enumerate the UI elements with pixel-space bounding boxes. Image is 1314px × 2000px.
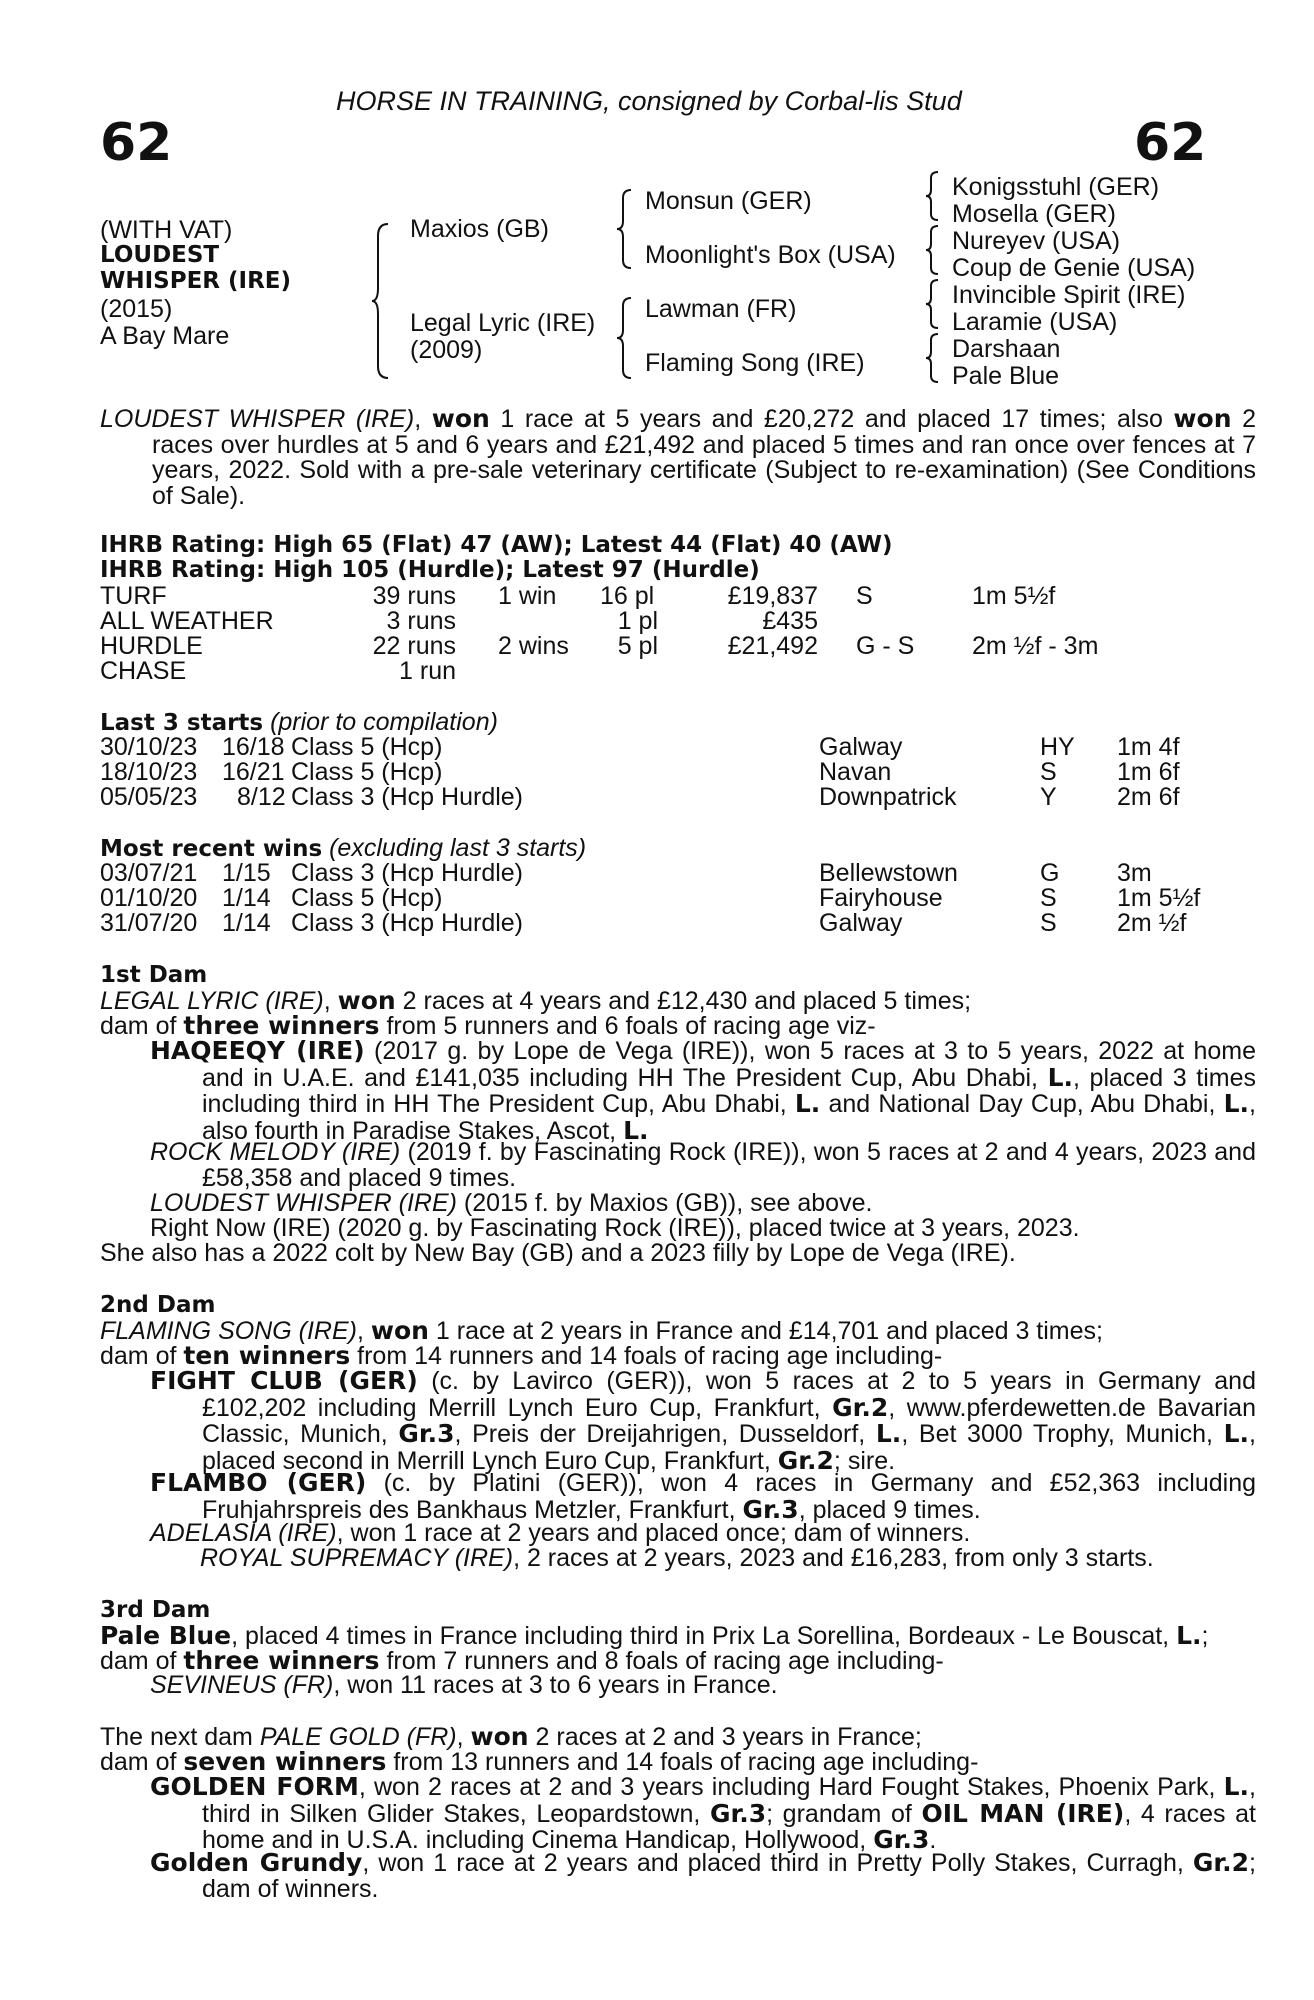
pedigree-brace-ds bbox=[924, 278, 942, 330]
dam4-line1: The next dam PALE GOLD (FR), won 2 races at 2 and 3 years in France; bbox=[100, 1722, 922, 1751]
pedigree-ssd: Mosella (GER) bbox=[952, 200, 1116, 228]
dam1-note: She also has a 2022 colt by New Bay (GB) and a 2023 filly by Lope de Vega (IRE). bbox=[100, 1239, 1016, 1267]
pedigree-sds: Nureyev (USA) bbox=[952, 227, 1121, 255]
pedigree-ds: Lawman (FR) bbox=[645, 295, 797, 323]
pedigree-dd: Flaming Song (IRE) bbox=[645, 349, 865, 377]
dam1-entry-right-now: Right Now (IRE) (2020 g. by Fascinating Rock (IRE)), placed twice at 3 years, 2023. bbox=[150, 1214, 1080, 1242]
horse-name-line2: WHISPER (IRE) bbox=[100, 268, 292, 294]
rating-hurdle: IHRB Rating: High 105 (Hurdle); Latest 97 (Hurdle) bbox=[100, 557, 760, 583]
pedigree-dsd: Laramie (USA) bbox=[952, 308, 1118, 336]
dam4-entry-golden-form: GOLDEN FORM, won 2 races at 2 and 3 years including Hard Fought Stakes, Phoenix Park, L., third in Silken Glider Stakes, Leopardstown, Gr.3; grandam of OIL MAN (IRE), 4 races at home and in U.S.A. including Cinema Handicap, Hollywood, Gr.3. bbox=[150, 1772, 1256, 1854]
lot-number-right: 62 bbox=[1134, 113, 1207, 173]
dam1-entry-loudest-whisper: LOUDEST WHISPER (IRE) (2015 f. by Maxios (GB)), see above. bbox=[150, 1189, 873, 1217]
pedigree-dam-year: (2009) bbox=[410, 336, 483, 364]
rating-flat: IHRB Rating: High 65 (Flat) 47 (AW); Latest 44 (Flat) 40 (AW) bbox=[100, 532, 893, 558]
pedigree-dds: Darshaan bbox=[952, 335, 1061, 363]
dam4-entry-golden-grundy: Golden Grundy, won 1 race at 2 years and placed third in Pretty Polly Stakes, Curragh, Gr.2; dam of winners. bbox=[150, 1848, 1256, 1903]
pedigree-sire: Maxios (GB) bbox=[410, 215, 549, 243]
pedigree-brace-main bbox=[370, 222, 392, 380]
dam1-line1: LEGAL LYRIC (IRE), won 2 races at 4 years and £12,430 and placed 5 times; bbox=[100, 986, 972, 1015]
wins-heading: Most recent wins (excluding last 3 starts) bbox=[100, 834, 587, 862]
catalogue-page: HORSE IN TRAINING, consigned by Corbal-lis Stud 62 62 (WITH VAT) LOUDEST WHISPER (IRE) (2015) A Bay Mare Maxios (GB) Legal Lyric (IRE) (2009) Monsun (GER) Moonlight's Box (USA) Lawman (FR) Flaming Song (IRE) Konigsstuhl (GER) Mosella (GER) Nureyev (USA) Coup de Genie (USA) Invincible Spirit (IRE) Laramie (USA) Darshaan Pale Blue LOUDEST WHISPER (IRE), won 1 race at 5 years and £20,272 and placed 17 times; also won 2 races over hurdles at 5 and 6 years and £21,492 and placed 5 times and ran once over fences at 7 years, 2022. Sold with a pre-sale veterinary certificate (Subject to re-examination) (See Conditions of Sale). IHRB Rating: High 65 (Flat) 47 (AW); Latest 44 (Flat) 40 (AW) IHRB Rating: High 105 (Hurdle); Latest 97 (Hurdle) TURF 39 runs 1 win 16 pl £19,837 S 1m 5½f ALL WEATHER 3 runs 1 pl £435 HURDLE 22 runs 2 wins 5 pl £21,492 G - S 2m ½f - 3m CHASE 1 run Last 3 starts (prior to compilation) 30/10/23 16/18 Class 5 (Hcp) Galway HY 1m 4f 18/10/23 16/21 Class 5 (Hcp) Navan S 1m 6f 05/05/23 8/12 Class 3 (Hcp Hurdle) Downpatrick Y 2m 6f Most recent wins (excluding last 3 starts) 03/07/21 1/15 Class 3 (Hcp Hurdle) Bellewstown G 3m 01/10/20 1/14 Class 5 (Hcp) Fairyhouse S 1m 5½f 31/07/20 1/14 Class 3 (Hcp Hurdle) Galway S 2m ½f 1st Dam LEGAL LYRIC (IRE), won 2 races at 4 years and £12,430 and placed 5 times; dam of three winners from 5 runners and 6 foals of racing age viz- HAQEEQY (IRE) (2017 g. by Lope de Vega (IRE)), won 5 races at 3 to 5 years, 2022 at home and in U.A.E. and £141,035 including HH The President Cup, Abu Dhabi, L., placed 3 times including third in HH The President Cup, Abu Dhabi, L. and National Day Cup, Abu Dhabi, L., also fourth in Paradise Stakes, Ascot, L. ROCK MELODY (IRE) (2019 f. by Fascinating Rock (IRE)), won 5 races at 2 and 4 years, 2023 and £58,358 and placed 9 times. LOUDEST WHISPER (IRE) (2015 f. by Maxios (GB)), see above. Right Now (IRE) (2020 g. by Fascinating Rock (IRE)), placed twice at 3 years, 2023. She also has a 2022 colt by New Bay (GB) and a 2023 filly by Lope de Vega (IRE). 2nd Dam FLAMING SONG (IRE), won 1 race at 2 years in France and £14,701 and placed 3 times; dam of ten winners from 14 runners and 14 foals of racing age including- FIGHT CLUB (GER) (c. by Lavirco (GER)), won 5 races at 2 to 5 years in Germany and £102,202 including Merrill Lynch Euro Cup, Frankfurt, Gr.2, www.pferdewetten.de Bavarian Classic, Munich, Gr.3, Preis der Dreijahrigen, Dusseldorf, L., Bet 3000 Trophy, Munich, L., placed second in Merrill Lynch Euro Cup, Frankfurt, Gr.2; sire. FLAMBO (GER) (c. by Platini (GER)), won 4 races in Germany and £52,363 including Fruhjahrspreis des Bankhaus Metzler, Frankfurt, Gr.3, placed 9 times. ADELASIA (IRE), won 1 race at 2 years and placed once; dam of winners. ROYAL SUPREMACY (IRE), 2 races at 2 years, 2023 and £16,283, from only 3 starts. 3rd Dam Pale Blue, placed 4 times in France including third in Prix La Sorellina, Bordeaux - Le Bouscat, L.; dam of three winners from 7 runners and 8 foals of racing age including- SEVINEUS (FR), won 11 races at 3 to 6 years in France. The next dam PALE GOLD (FR), won 2 races at 2 and 3 years in France; dam of seven winners from 13 runners and 14 foals of racing age including- GOLDEN FORM, won 2 races at 2 and 3 years including Hard Fought Stakes, Phoenix Park, L., third in Silken Glider Stakes, Leopardstown, Gr.3; grandam of OIL MAN (IRE), 4 races at home and in U.S.A. including Cinema Handicap, Hollywood, Gr.3. Golden Grundy, won 1 race at 2 years and placed third in Pretty Polly Stakes, Curragh, Gr.2; dam of winners. bbox=[100, 86, 1257, 1903]
lot-number-left: 62 bbox=[100, 113, 173, 173]
pedigree-dam: Legal Lyric (IRE) bbox=[410, 309, 596, 337]
horse-year: (2015) bbox=[100, 295, 173, 323]
dam4-line2: dam of seven winners from 13 runners and 14 foals of racing age including- bbox=[100, 1747, 979, 1776]
dam2-line2: dam of ten winners from 14 runners and 14 foals of racing age including- bbox=[100, 1341, 943, 1370]
dam3-entry-sevineus: SEVINEUS (FR), won 11 races at 3 to 6 years in France. bbox=[150, 1671, 778, 1699]
dam1-heading: 1st Dam bbox=[100, 962, 208, 988]
vat-label: (WITH VAT) bbox=[100, 216, 233, 244]
pedigree-brace-ss bbox=[924, 170, 942, 222]
dam3-line2: dam of three winners from 7 runners and 8 foals of racing age including- bbox=[100, 1646, 944, 1675]
pedigree-dss: Invincible Spirit (IRE) bbox=[952, 281, 1186, 309]
pedigree-sdd: Coup de Genie (USA) bbox=[952, 254, 1196, 282]
dam1-entry-haqeeqy: HAQEEQY (IRE) (2017 g. by Lope de Vega (IRE)), won 5 races at 3 to 5 years, 2022 at home and in U.A.E. and £141,035 including HH The President Cup, Abu Dhabi, L., placed 3 times including third in HH The President Cup, Abu Dhabi, L. and National Day Cup, Abu Dhabi, L., also fourth in Paradise Stakes, Ascot, L. bbox=[150, 1036, 1257, 1145]
pedigree-brace-sd bbox=[924, 224, 942, 276]
horse-description: A Bay Mare bbox=[100, 322, 230, 350]
pedigree-brace-dd bbox=[924, 332, 942, 384]
dam2-heading: 2nd Dam bbox=[100, 1292, 216, 1318]
dam2-line1: FLAMING SONG (IRE), won 1 race at 2 years in France and £14,701 and placed 3 times; bbox=[100, 1316, 1103, 1345]
dam1-entry-rock-melody: ROCK MELODY (IRE) (2019 f. by Fascinating Rock (IRE)), won 5 races at 2 and 4 years, 2023 and £58,358 and placed 9 times. bbox=[150, 1138, 1256, 1192]
horse-name-line1: LOUDEST bbox=[100, 242, 220, 268]
horse-summary: LOUDEST WHISPER (IRE), won 1 race at 5 years and £20,272 and placed 17 times; also won 2 races over hurdles at 5 and 6 years and £21,492 and placed 5 times and ran once over fences at 7 years, 2022. Sold with a pre-sale veterinary certificate (Subject to re-examination) (See Conditions of Sale). bbox=[100, 404, 1256, 510]
dam2-entry-adelasia: ADELASIA (IRE), won 1 race at 2 years and placed once; dam of winners. bbox=[150, 1519, 971, 1547]
dam2-entry-flambo: FLAMBO (GER) (c. by Platini (GER)), won 4 races in Germany and £52,363 including Fruhjahrspreis des Bankhaus Metzler, Frankfurt, Gr.3, placed 9 times. bbox=[150, 1468, 1257, 1524]
pedigree-ddd: Pale Blue bbox=[952, 362, 1060, 390]
dam1-line2: dam of three winners from 5 runners and 6 foals of racing age viz- bbox=[100, 1011, 876, 1040]
dam3-line1: Pale Blue, placed 4 times in France including third in Prix La Sorellina, Bordeaux - Le Bouscat, L.; bbox=[100, 1621, 1209, 1650]
pedigree-brace-dam bbox=[615, 296, 635, 380]
pedigree-sd: Moonlight's Box (USA) bbox=[645, 241, 896, 269]
dam2-entry-fight-club: FIGHT CLUB (GER) (c. by Lavirco (GER)), won 5 races at 2 to 5 years in Germany and £102,202 including Merrill Lynch Euro Cup, Frankfurt, Gr.2, www.pferdewetten.de Bavarian Classic, Munich, Gr.3, Preis der Dreijahrigen, Dusseldorf, L., Bet 3000 Trophy, Munich, L., placed second in Merrill Lynch Euro Cup, Frankfurt, Gr.2; sire. bbox=[150, 1366, 1256, 1475]
pedigree-sss: Konigsstuhl (GER) bbox=[952, 173, 1160, 201]
last3-heading: Last 3 starts (prior to compilation) bbox=[100, 708, 498, 736]
page-header: HORSE IN TRAINING, consigned by Corbal-lis Stud bbox=[336, 86, 962, 116]
pedigree-ss: Monsun (GER) bbox=[645, 187, 812, 215]
dam3-heading: 3rd Dam bbox=[100, 1597, 211, 1623]
pedigree-brace-sire bbox=[615, 188, 635, 270]
dam2-entry-royal-supremacy: ROYAL SUPREMACY (IRE), 2 races at 2 years, 2023 and £16,283, from only 3 starts. bbox=[200, 1544, 1154, 1572]
